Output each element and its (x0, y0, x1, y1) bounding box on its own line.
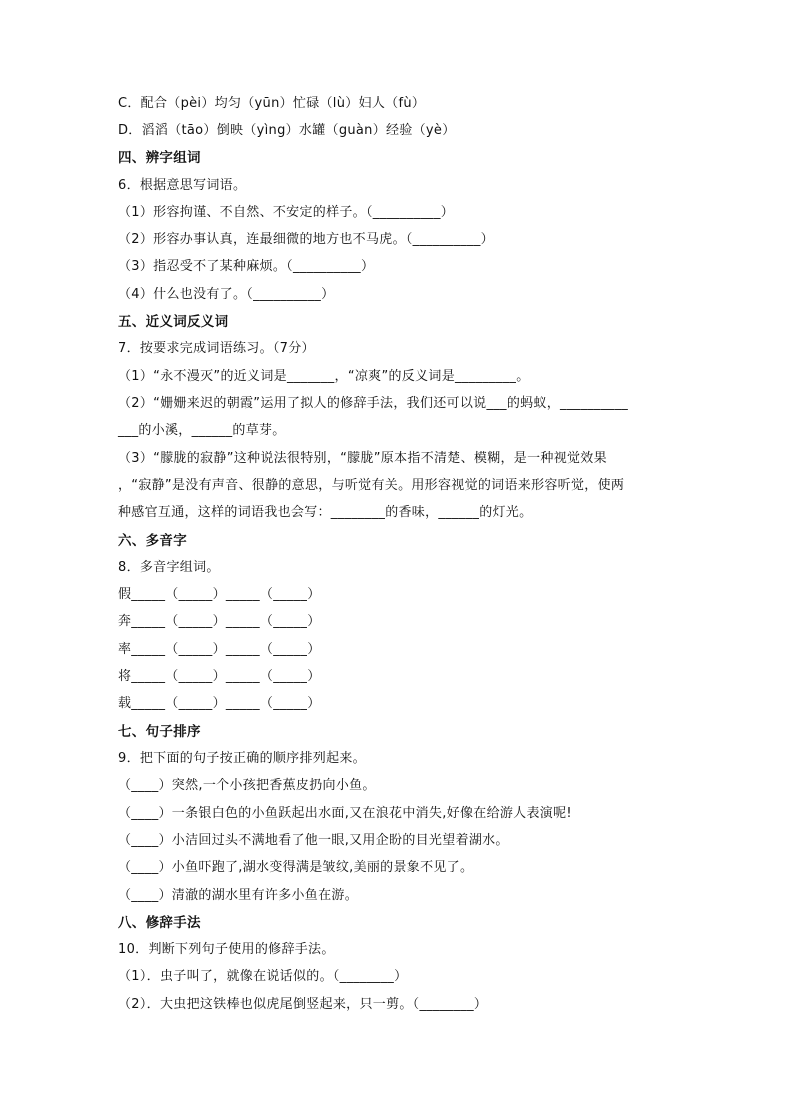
question-6-item-3: （3）指忍受不了某种麻烦。（__________） (118, 259, 375, 274)
section-heading-8: 八、修辞手法 (118, 915, 201, 931)
question-10-title: 10．判断下列句子使用的修辞手法。 (118, 942, 335, 957)
question-7-item-2: （2）“姗姗来迟的朝霞”运用了拟人的修辞手法，我们还可以说___的蚂蚁，__________ (118, 396, 629, 411)
question-6-item-1: （1）形容拘谨、不自然、不安定的样子。（__________） (118, 205, 455, 220)
sentence-order-2: （____）一条银白色的小鱼跃起出水面,又在浪花中消失,好像在给游人表演呢! (118, 806, 572, 821)
option-d: D．滔滔（tāo）倒映（yìng）水罐（guàn）经验（yè） (118, 123, 456, 138)
section-heading-7: 七、句子排序 (118, 724, 201, 740)
question-9-title: 9．把下面的句子按正确的顺序排列起来。 (118, 751, 366, 766)
question-10-item-1: （1）．虫子叫了，就像在说话似的。（________） (118, 969, 408, 984)
question-6-item-2: （2）形容办事认真，连最细微的地方也不马虎。（__________） (118, 232, 494, 247)
polyphone-row-3: 率_____（_____）_____（_____） (118, 642, 321, 657)
question-7-item-2-cont: ___的小溪，______的草芽。 (118, 423, 286, 438)
question-6-item-4: （4）什么也没有了。（__________） (118, 287, 335, 302)
polyphone-row-5: 载_____（_____）_____（_____） (118, 696, 321, 711)
question-10-item-2: （2）．大虫把这铁棒也似虎尾倒竖起来，只一剪。（________） (118, 997, 488, 1012)
question-7-item-1: （1）“永不漫灭”的近义词是_______，“凉爽”的反义词是_________。 (118, 369, 530, 384)
question-7-item-3-cont2: 种感官互通，这样的词语我也会写：________的香味，______的灯光。 (118, 505, 533, 520)
polyphone-row-2: 奔_____（_____）_____（_____） (118, 614, 321, 629)
question-7-item-3-cont1: ，“寂静”是没有声音、很静的意思，与听觉有关。用形容视觉的词语来形容听觉，使两 (118, 478, 625, 493)
sentence-order-1: （____）突然,一个小孩把香蕉皮扔向小鱼。 (118, 778, 376, 793)
sentence-order-3: （____）小洁回过头不满地看了他一眼,又用企盼的目光望着湖水。 (118, 833, 509, 848)
section-heading-6: 六、多音字 (118, 533, 187, 549)
sentence-order-5: （____）清澈的湖水里有许多小鱼在游。 (118, 888, 358, 903)
question-7-item-3: （3）“朦胧的寂静”这种说法很特别，“朦胧”原本指不清楚、模糊，是一种视觉效果 (118, 451, 607, 466)
section-heading-5: 五、近义词反义词 (118, 314, 229, 330)
question-7-title: 7．按要求完成词语练习。（7分） (118, 341, 315, 356)
section-heading-4: 四、辨字组词 (118, 150, 201, 166)
option-c: C．配合（pèi）均匀（yūn）忙碌（lù）妇人（fù） (118, 96, 426, 111)
polyphone-row-4: 将_____（_____）_____（_____） (118, 669, 321, 684)
sentence-order-4: （____）小鱼吓跑了,湖水变得满是皱纹,美丽的景象不见了。 (118, 860, 474, 875)
polyphone-row-1: 假_____（_____）_____（_____） (118, 587, 321, 602)
question-8-title: 8．多音字组词。 (118, 560, 220, 575)
question-6-title: 6．根据意思写词语。 (118, 178, 247, 193)
